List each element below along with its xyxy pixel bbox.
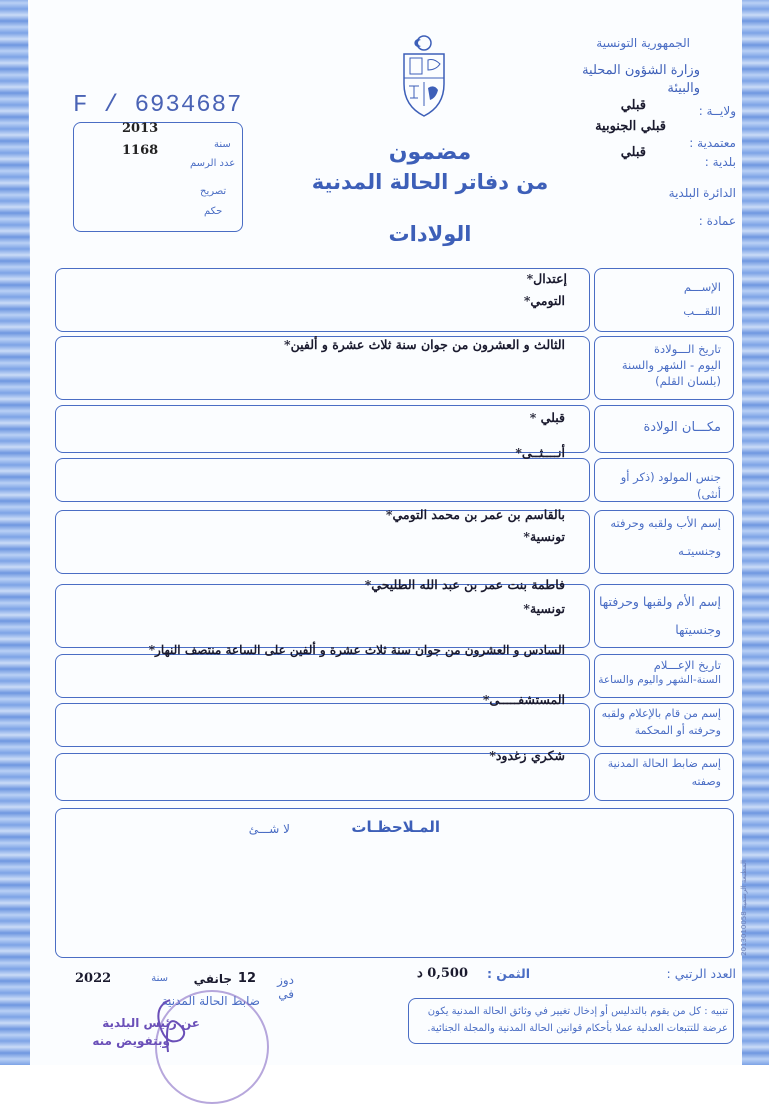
officer-value-box	[55, 748, 590, 801]
mother-label: إسم الأم ولقبها وحرفتها	[598, 594, 721, 609]
father-name-value: بالقاسم بن عمر بن محمد التومي*	[385, 507, 565, 522]
first-name-value: إعتدال*	[526, 271, 567, 286]
father-label: إسم الأب ولقبه وحرفته	[610, 516, 721, 530]
register-year: 2013	[122, 121, 159, 136]
wilaya-label: ولايــة :	[698, 104, 736, 118]
last-name-label: اللقـــب	[683, 304, 721, 318]
name-label-box	[594, 268, 734, 332]
warning-text: تنبيه : كل من يقوم بالتدليس أو إدخال تغيير في وثائق الحالة المدنية يكون عرضة للتتبعات العدلية عملا بأحكام قوانين الحالة المدنية والمجلة الجنائية.	[427, 1006, 728, 1034]
printer-code: المطبعة الرسمية 2013010058	[740, 860, 748, 956]
father-label-box	[594, 510, 734, 574]
republic-name: الجمهورية التونسية	[596, 36, 690, 50]
father-nationality-value: تونسية*	[523, 529, 565, 544]
officer-value: شكري زغدود*	[489, 748, 565, 763]
birth-date-label: تاريخ الـــولادة	[654, 342, 721, 356]
officer-label-box	[594, 753, 734, 801]
title-civil-registers: من دفاتر الحالة المدنية	[311, 170, 549, 194]
officer-signature-label: ضابط الحالة المدنية	[161, 994, 260, 1008]
birth-date-value: الثالث و العشرون من جوان سنة ثلاث عشرة و ألفين*	[284, 337, 565, 352]
birth-place-label-box	[594, 405, 734, 453]
declarant-value-box	[55, 692, 590, 747]
birth-date-sublabel: اليوم - الشهر والسنة	[621, 358, 721, 372]
wilaya-value: قبلي	[620, 98, 646, 113]
father-nationality-label: وجنسيتـه	[678, 544, 721, 558]
notes-label: المـلاحظـات	[351, 818, 440, 836]
ministry-name: وزارة الشؤون المحلية والبيئة	[582, 63, 700, 97]
issued-prefix: دوز في	[277, 973, 294, 1001]
municipality-value: قبلي	[620, 145, 646, 160]
sex-label-box	[594, 458, 734, 502]
register-number: 1168	[122, 143, 159, 158]
price-label: الثمن :	[486, 966, 530, 981]
name-value-box	[55, 268, 590, 332]
declaration-date-label-box	[594, 654, 734, 698]
register-option-declaration: تصريح	[200, 186, 227, 197]
notes-value: لا شـــئ	[248, 822, 290, 836]
sex-value: أنــــثــى*	[515, 445, 565, 460]
declarant-sublabel: وحرفته أو المحكمة	[634, 724, 721, 737]
price-value: 0,500 د	[416, 966, 468, 981]
delegation-label: معتمدية :	[689, 136, 736, 150]
mother-label-box	[594, 584, 734, 648]
officer-label: إسم ضابط الحالة المدنية	[607, 757, 721, 770]
birth-date-label-box	[594, 336, 734, 400]
officer-sublabel: وصفته	[691, 775, 721, 788]
register-option-judgment: حكم	[204, 206, 223, 217]
first-name-label: الإســـم	[683, 280, 721, 294]
title-births: الولادات	[388, 222, 472, 246]
stamp-line-1: عن رئيس البلدية	[102, 1016, 200, 1030]
issued-month: جانفي	[193, 972, 232, 986]
birth-place-value: قبلي *	[529, 410, 565, 425]
delegation-value: قبلي الجنوبية	[595, 119, 666, 134]
municipality-label: بلدية :	[704, 155, 736, 169]
father-value-box	[55, 507, 590, 574]
mother-nationality-value: تونسية*	[523, 601, 565, 616]
register-number-label: عدد الرسم	[190, 158, 236, 169]
serial-number: F / 6934687	[73, 92, 243, 119]
sex-label: جنس المولود (ذكر أو أنثى)	[620, 470, 721, 502]
district-label: الدائرة البلدية	[668, 186, 736, 200]
sex-value-box	[55, 445, 590, 502]
title-content: مضمون	[388, 140, 472, 165]
birth-place-label: مكـــان الولادة	[643, 420, 721, 435]
omda-label: عمادة :	[698, 214, 736, 228]
birth-date-note: (بلسان القلم)	[655, 374, 721, 388]
declarant-label-box	[594, 703, 734, 747]
footer-serial-label: العدد الرتبي :	[666, 966, 736, 981]
issued-year: 2022	[75, 971, 112, 986]
issued-year-label: سنة	[151, 973, 168, 984]
declaration-date-label: تاريخ الإعـــلام	[653, 658, 721, 672]
declarant-label: إسم من قام بالإعلام ولقبه	[601, 707, 721, 720]
issued-day: 12	[237, 971, 256, 986]
mother-value-box	[55, 577, 590, 648]
declarant-value: المستشفـــــى*	[482, 692, 565, 707]
declaration-date-sublabel: السنة-الشهر واليوم والساعة	[598, 674, 721, 686]
tunisia-emblem-icon	[400, 34, 448, 118]
birth-place-value-box	[55, 405, 590, 453]
signature-icon	[150, 996, 190, 1056]
mother-nationality-label: وجنسيتها	[675, 622, 721, 637]
register-year-label: سنة	[214, 139, 231, 150]
mother-name-value: فاطمة بنت عمر بن عبد الله الطليحي*	[364, 577, 565, 592]
stamp-line-2: وبتفويض منه	[92, 1034, 170, 1048]
last-name-value: التومي*	[523, 293, 565, 308]
birth-date-value-box	[55, 336, 590, 400]
declaration-date-value: السادس و العشرون من جوان سنة ثلاث عشرة و ألفين على الساعة منتصف النهار*	[148, 643, 565, 657]
